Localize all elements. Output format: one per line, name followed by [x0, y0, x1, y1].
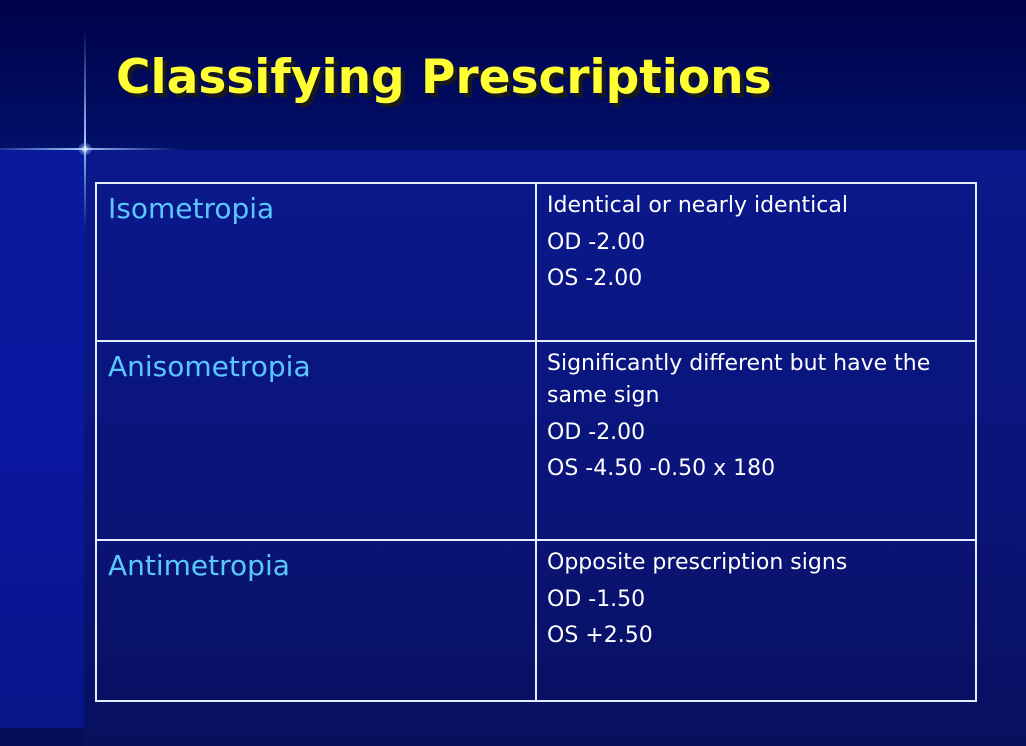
term-cell — [96, 540, 536, 701]
table-row — [96, 540, 976, 701]
table-row — [96, 183, 976, 341]
term-cell — [96, 183, 536, 341]
od-value: OD -2.00 — [547, 230, 646, 255]
slide-title: Classifying Prescriptions — [116, 50, 772, 105]
description-cell — [536, 341, 976, 540]
od-value: OD -1.50 — [547, 587, 646, 612]
od-value: OD -2.00 — [547, 420, 646, 445]
os-value: OS +2.50 — [547, 623, 653, 648]
bottom-band — [0, 728, 84, 746]
decorative-flare — [78, 143, 92, 155]
table-row — [96, 341, 976, 540]
description-text: Identical or nearly identical — [547, 193, 848, 218]
description-text: Opposite prescription signs — [547, 550, 848, 575]
classification-table — [95, 182, 977, 702]
term-isometropia: Isometropia — [108, 192, 275, 225]
description-text: Significantly different but have the same sign — [547, 351, 931, 408]
decorative-vertical-line — [84, 30, 86, 230]
description-cell — [536, 183, 976, 341]
term-anisometropia: Anisometropia — [108, 350, 311, 383]
os-value: OS -2.00 — [547, 266, 643, 291]
left-band — [0, 150, 84, 730]
term-antimetropia: Antimetropia — [108, 549, 290, 582]
description-cell — [536, 540, 976, 701]
os-value: OS -4.50 -0.50 x 180 — [547, 456, 776, 481]
term-cell — [96, 341, 536, 540]
